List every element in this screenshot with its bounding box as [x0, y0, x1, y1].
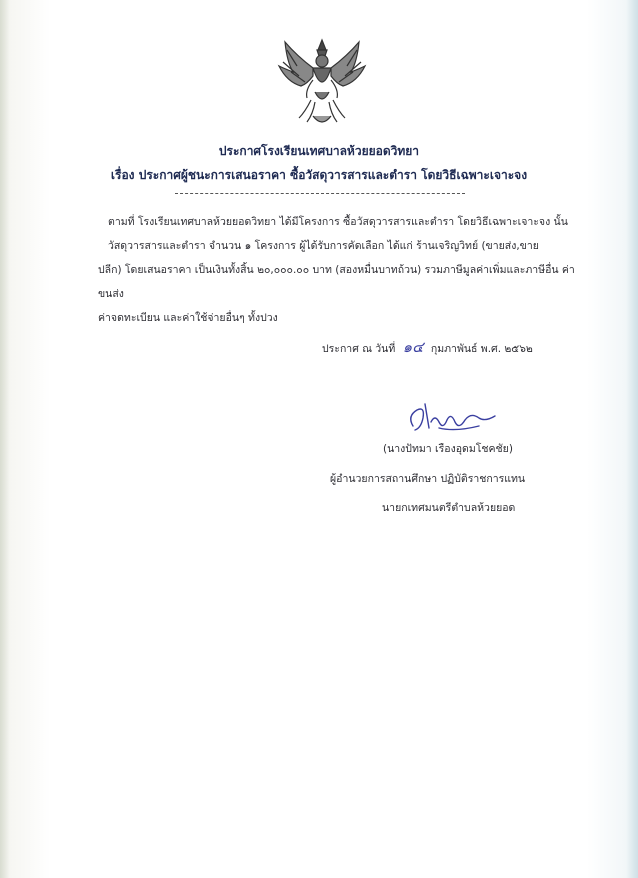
- signatory-position-2: นายกเทศมนตรีตำบลห้วยยอด: [382, 502, 516, 514]
- scan-shadow-right: [626, 0, 638, 878]
- announcement-title: ประกาศโรงเรียนเทศบาลห้วยยอดวิทยา: [218, 144, 420, 158]
- announcement-body: [98, 210, 578, 330]
- dashed-divider: [175, 193, 465, 194]
- scan-shadow-left: [0, 0, 10, 878]
- body-line-2: วัสดุวารสารและตำรา จำนวน ๑ โครงการ ผู้ได้รับการคัดเลือก ได้แก่ ร้านเจริญวิทย์ (ขายส่ง,ขาย: [108, 240, 539, 252]
- announcement-date: [322, 335, 533, 359]
- body-line-1: ตามที่ โรงเรียนเทศบาลห้วยยอดวิทยา ได้มีโครงการ ซื้อวัสดุวารสารและตำรา โดยวิธีเฉพาะเจาะจง นั้น: [108, 216, 568, 228]
- date-prefix: ประกาศ ณ วันที่: [322, 343, 396, 355]
- handwritten-signature: [395, 398, 505, 438]
- body-line-3: ปลีก) โดยเสนอราคา เป็นเงินทั้งสิ้น ๒๐,๐๐๐.๐๐ บาท (สองหมื่นบาทถ้วน) รวมภาษีมูลค่าเพิ่มและภาษีอื่น ค่าขนส่ง: [98, 264, 575, 300]
- date-month-year: กุมภาพันธ์ พ.ศ. ๒๕๖๒: [430, 343, 533, 355]
- body-line-4: ค่าจดทะเบียน และค่าใช้จ่ายอื่นๆ ทั้งปวง: [98, 312, 278, 324]
- announcement-subject: เรื่อง ประกาศผู้ชนะการเสนอราคา ซื้อวัสดุวารสารและตำรา โดยวิธีเฉพาะเจาะจง: [110, 168, 528, 182]
- date-day-handwritten: ๑๔: [402, 338, 424, 356]
- signatory-position-1: ผู้อำนวยการสถานศึกษา ปฏิบัติราชการแทน: [330, 473, 526, 485]
- garuda-emblem-icon: [277, 36, 367, 128]
- signatory-name: (นางปัทมา เรืองอุดมโชคชัย): [383, 443, 513, 455]
